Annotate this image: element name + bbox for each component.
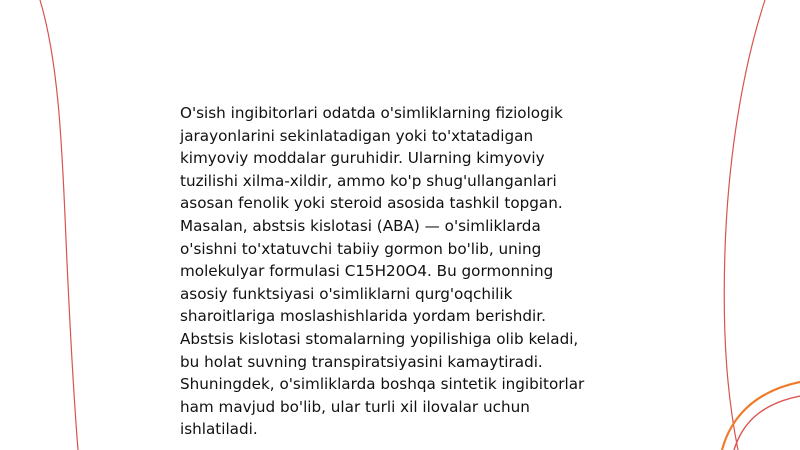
left-decorative-curve <box>40 0 78 450</box>
right-decorative-curve <box>724 0 765 450</box>
corner-orange-arc <box>722 382 800 450</box>
corner-red-arc <box>734 396 800 450</box>
body-paragraph: O'sish ingibitorlari odatda o'simliklarning fiziologik jarayonlarini sekinlatadigan yoki to'xtatadigan kimyoviy moddalar guruhidir. Ularning kimyoviy tuzilishi xilma-xildir, ammo ko'p shug'ullanganlari asosan fenolik yoki steroid asosida tashkil topgan. Masalan, abstsis kislotasi (ABA) — o'simliklarda o'sishni to'xtatuvchi tabiiy gormon bo'lib, uning molekulyar formulasi C15H20O4. Bu gormonning asosiy funktsiyasi o'simliklarni qurg'oqchilik sharoitlariga moslashishlarida yordam berishdir. Abstsis kislotasi stomalarning yopilishiga olib keladi, bu holat suvning transpiratsiyasini kamaytiradi. Shuningdek, o'simliklarda boshqa sintetik ingibitorlar ham mavjud bo'lib, ular turli xil ilovalar uchun ishlatiladi. <box>180 104 585 439</box>
